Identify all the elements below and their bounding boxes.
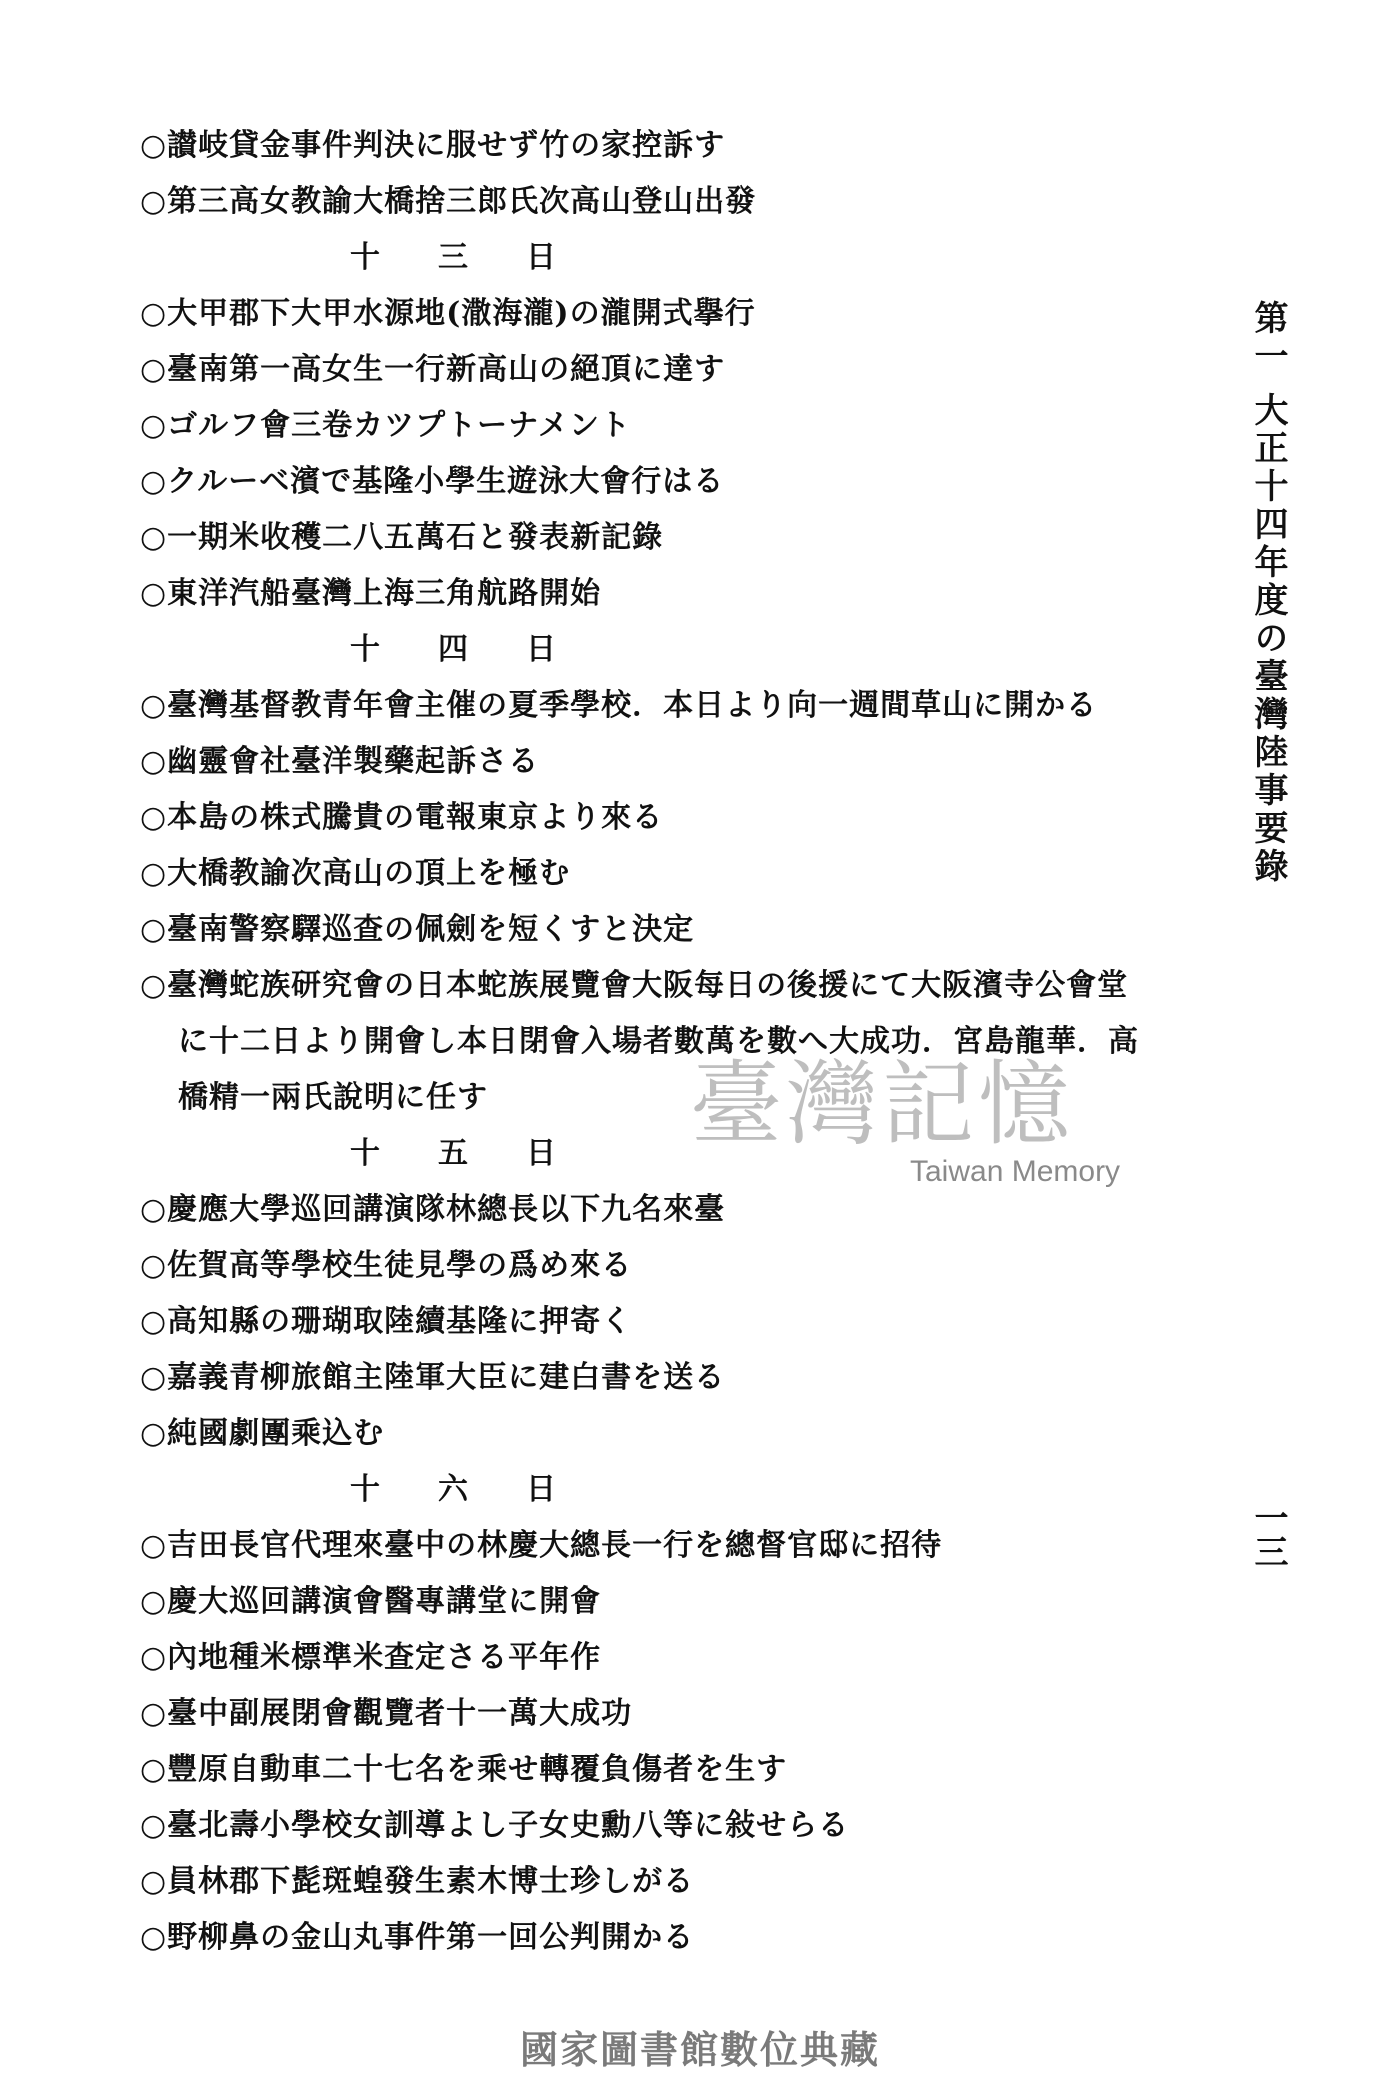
chronicle-entry: ○東洋汽船臺灣上海三角航路開始	[140, 576, 602, 611]
chronicle-entry: ○臺灣蛇族研究會の日本蛇族展覽會大阪每日の後援にて大阪濱寺公會堂	[140, 968, 1129, 1003]
chronicle-entry: ○純國劇團乘込む	[140, 1416, 385, 1451]
chronicle-entry: ○內地種米標準米查定さる平年作	[140, 1640, 602, 1675]
chronicle-entry: ○本島の株式騰貴の電報東京より來る	[140, 800, 664, 835]
chronicle-entry: ○大橋教諭次高山の頂上を極む	[140, 856, 571, 891]
day-heading: 十六日	[350, 1472, 614, 1507]
chronicle-entry: ○嘉義青柳旅館主陸軍大臣に建白書を送る	[140, 1360, 726, 1395]
library-footer: 國家圖書館數位典藏	[519, 2028, 880, 2072]
chronicle-entry: ○慶大巡回講演會醫專講堂に開會	[140, 1584, 602, 1619]
chronicle-body	[140, 118, 1240, 1966]
entry-continuation: 橋精一兩氏說明に任す	[178, 1080, 488, 1115]
chronicle-entry: ○吉田長官代理來臺中の林慶大總長一行を總督官邸に招待	[140, 1528, 943, 1563]
entry-continuation: に十二日より開會し本日閉會入場者數萬を數へ大成功．宮島龍華．高	[178, 1024, 1139, 1059]
chronicle-entry: ○豐原自動車二十七名を乘せ轉覆負傷者を生す	[140, 1752, 788, 1787]
chronicle-entry: ○野柳鼻の金山丸事件第一回公判開かる	[140, 1920, 695, 1955]
watermark-main-text: 臺灣記憶	[690, 1051, 1075, 1158]
chronicle-entry: ○讃岐貸金事件判決に服せず竹の家控訴す	[140, 128, 726, 163]
chronicle-entry: ○臺南第一高女生一行新高山の絕頂に達す	[140, 352, 726, 387]
chronicle-entry: ○臺北壽小學校女訓導よし子女史勳八等に敍せらる	[140, 1808, 850, 1843]
chronicle-entry: ○臺灣基督教青年會主催の夏季學校．本日より向一週間草山に開かる	[140, 688, 1098, 723]
chronicle-entry: ○一期米收穫二八五萬石と發表新記錄	[140, 520, 664, 555]
chronicle-entry: ○大甲郡下大甲水源地(潵海瀧)の瀧開式擧行	[140, 296, 756, 331]
watermark-sub-text: Taiwan Memory	[910, 1155, 1121, 1188]
margin-chapter-title: 第一 大正十四年度の臺灣陸事要錄	[1248, 300, 1288, 886]
day-heading: 十五日	[350, 1136, 614, 1171]
chronicle-entry: ○臺南警察驛巡查の佩劍を短くすと決定	[140, 912, 695, 947]
day-heading: 十四日	[350, 632, 614, 667]
chronicle-entry: ○佐賀高等學校生徒見學の爲め來る	[140, 1248, 633, 1283]
chronicle-entry: ○員林郡下髭斑蝗發生素木博士珍しがる	[140, 1864, 695, 1899]
chronicle-entry: ○臺中副展閉會觀覽者十一萬大成功	[140, 1696, 633, 1731]
chronicle-entry: ○高知縣の珊瑚取陸續基隆に押寄く	[140, 1304, 633, 1339]
taiwan-memory-watermark	[690, 1051, 1150, 1200]
day-heading: 十三日	[350, 240, 614, 275]
page-number: 一三	[1248, 1500, 1288, 1568]
chronicle-entry: ○幽靈會社臺洋製藥起訴さる	[140, 744, 540, 779]
chronicle-entry: ○ゴルフ會三卷カツプトーナメント	[140, 408, 631, 443]
chronicle-entry: ○第三高女教諭大橋捨三郎氏次高山登山出發	[140, 184, 757, 219]
chronicle-entry: ○慶應大學巡回講演隊林總長以下九名來臺	[140, 1192, 726, 1227]
chronicle-entry: ○クルーベ濱で基隆小學生遊泳大會行はる	[140, 464, 725, 499]
